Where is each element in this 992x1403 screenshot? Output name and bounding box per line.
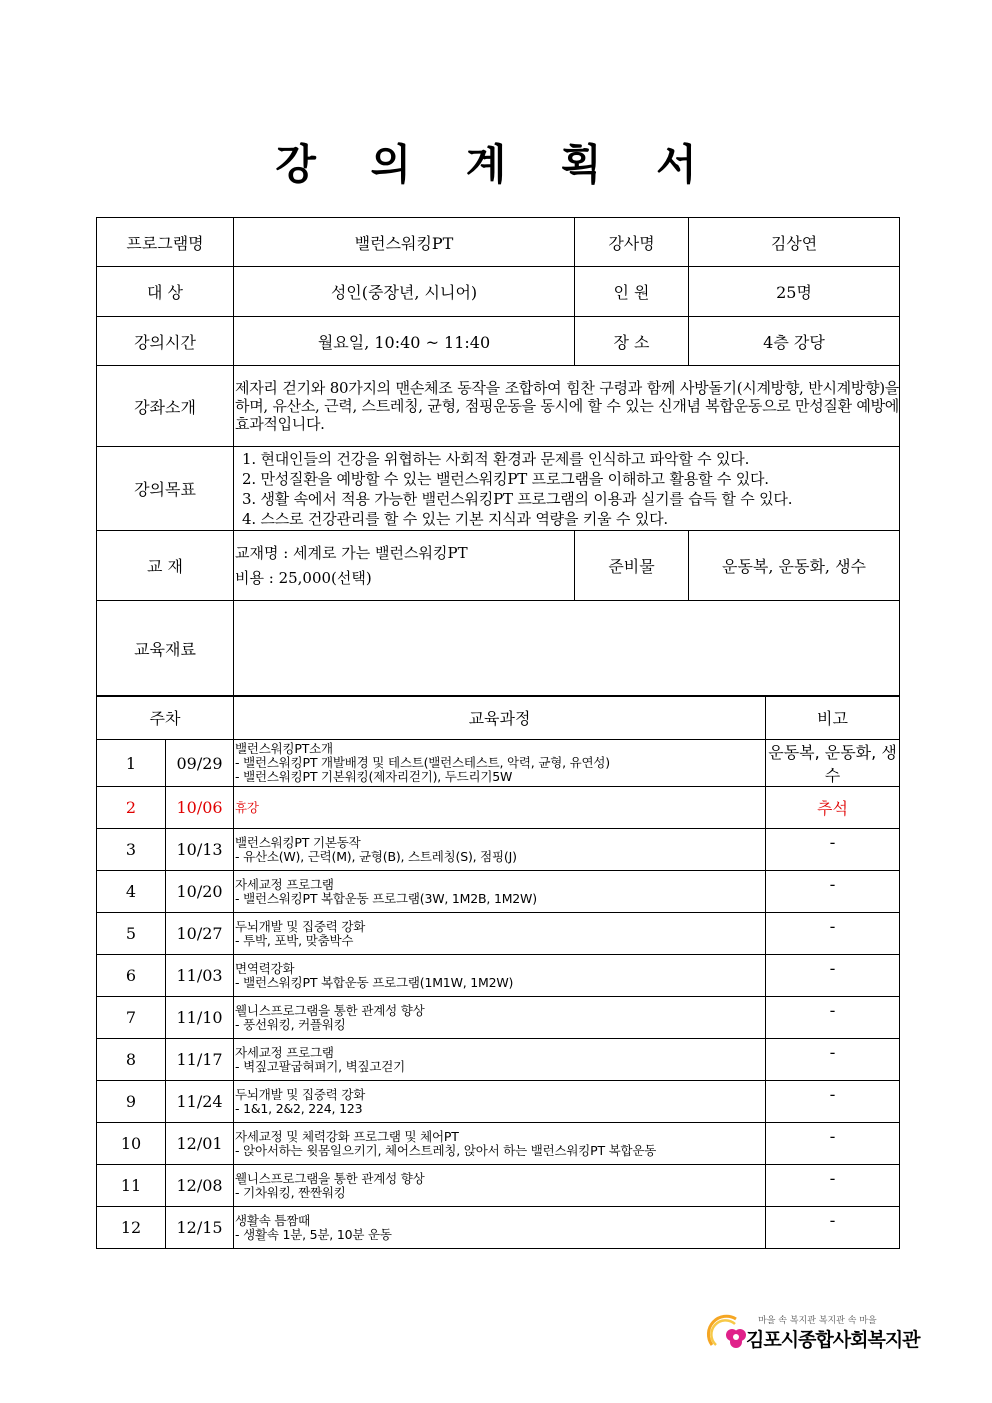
row-note: - (766, 1165, 900, 1207)
time-label: 강의시간 (97, 317, 234, 366)
schedule-row (97, 871, 900, 913)
schedule-row (97, 1039, 900, 1081)
course-content (234, 997, 766, 1039)
row-note: - (766, 913, 900, 955)
schedule-row (97, 740, 900, 787)
textbook-label: 교 재 (97, 531, 234, 601)
note-header: 비고 (766, 696, 900, 740)
schedule-row (97, 1207, 900, 1249)
course-content (234, 829, 766, 871)
session-date: 10/13 (166, 829, 234, 871)
course-detail: - 1&1, 2&2, 224, 123 (235, 1100, 363, 1116)
course-detail: - 풍선워킹, 커플워킹 (235, 1016, 346, 1032)
schedule-row (97, 997, 900, 1039)
course-content (234, 1039, 766, 1081)
headcount-value: 25명 (689, 267, 900, 317)
headcount-label: 인 원 (575, 267, 689, 317)
prep-label: 준비물 (575, 531, 689, 601)
course-title: 웰니스프로그램을 통한 관계성 향상 (235, 1170, 425, 1186)
course-detail: - 기차워킹, 짠짠워킹 (235, 1184, 346, 1200)
course-detail: - 밸런스워킹PT 복합운동 프로그램(1M1W, 1M2W) (235, 974, 514, 990)
week-number: 10 (97, 1123, 166, 1165)
textbook-info (234, 531, 575, 601)
week-number: 2 (97, 787, 166, 829)
prep-value: 운동복, 운동화, 생수 (689, 531, 900, 601)
session-date: 09/29 (166, 740, 234, 787)
place-label: 장 소 (575, 317, 689, 366)
row-note: - (766, 955, 900, 997)
intro-label: 강좌소개 (97, 366, 234, 447)
session-date: 11/17 (166, 1039, 234, 1081)
week-number: 9 (97, 1081, 166, 1123)
goal-item: 2. 만성질환을 예방할 수 있는 밸런스워킹PT 프로그램을 이해하고 활용할 수 있다. (242, 469, 769, 488)
course-title: 생활속 틈짬때 (235, 1212, 311, 1228)
course-content (234, 913, 766, 955)
week-number: 4 (97, 871, 166, 913)
page-title: 강 의 계 획 서 (275, 140, 717, 189)
course-content (234, 787, 766, 829)
time-value: 월요일, 10:40 ~ 11:40 (234, 317, 575, 366)
course-detail: - 앉아서하는 윗몸일으키기, 체어스트레칭, 앉아서 하는 밸런스워킹PT 복합운동 (235, 1142, 657, 1158)
course-detail: - 밸런스워킹PT 개발배경 및 테스트(밸런스테스트, 악력, 균형, 유연성) (235, 755, 610, 770)
week-number: 12 (97, 1207, 166, 1249)
schedule-row (97, 1123, 900, 1165)
row-note: - (766, 829, 900, 871)
course-content (234, 1123, 766, 1165)
schedule-row (97, 913, 900, 955)
course-detail: - 투박, 포박, 맞춤박수 (235, 932, 354, 948)
session-date: 12/15 (166, 1207, 234, 1249)
course-header: 교육과정 (234, 696, 766, 740)
week-header: 주차 (97, 696, 234, 740)
course-title: 밸런스워킹PT소개 (235, 741, 333, 756)
course-detail: - 벽짚고팔굽혀펴기, 벽짚고걷기 (235, 1058, 406, 1074)
row-note: - (766, 1207, 900, 1249)
course-detail: - 생활속 1분, 5분, 10분 운동 (235, 1226, 392, 1242)
goal-item: 4. 스스로 건강관리를 할 수 있는 기본 지식과 역량을 키울 수 있다. (242, 509, 668, 528)
schedule-table (96, 695, 900, 1249)
schedule-row (97, 787, 900, 829)
goal-item: 3. 생활 속에서 적용 가능한 밸런스워킹PT 프로그램의 이용과 실기를 습득 할 수 있다. (242, 489, 793, 508)
session-date: 11/24 (166, 1081, 234, 1123)
session-date: 11/03 (166, 955, 234, 997)
week-number: 3 (97, 829, 166, 871)
schedule-body (97, 740, 900, 1249)
session-date: 10/27 (166, 913, 234, 955)
course-detail: - 밸런스워킹PT 기본워킹(제자리걷기), 두드리기5W (235, 769, 513, 784)
week-number: 5 (97, 913, 166, 955)
program-label: 프로그램명 (97, 218, 234, 267)
row-note: 추석 (766, 787, 900, 829)
schedule-row (97, 955, 900, 997)
course-title: 웰니스프로그램을 통한 관계성 향상 (235, 1002, 425, 1018)
session-date: 11/10 (166, 997, 234, 1039)
course-title: 자세교정 프로그램 (235, 1044, 334, 1060)
textbook-name: 교재명 : 세계로 가는 밸런스워킹PT (235, 543, 468, 562)
schedule-row (97, 1081, 900, 1123)
goal-item: 1. 현대인들의 건강을 위협하는 사회적 환경과 문제를 인식하고 파악할 수 있다. (242, 449, 750, 468)
materials-value (234, 601, 900, 697)
schedule-row (97, 1165, 900, 1207)
course-detail: - 유산소(W), 근력(M), 균형(B), 스트레칭(S), 점핑(J) (235, 848, 517, 864)
target-label: 대 상 (97, 267, 234, 317)
instructor-label: 강사명 (575, 218, 689, 267)
session-date: 12/01 (166, 1123, 234, 1165)
session-date: 12/08 (166, 1165, 234, 1207)
course-title: 휴강 (235, 799, 259, 815)
week-number: 7 (97, 997, 166, 1039)
course-content (234, 871, 766, 913)
intro-text: 제자리 걷기와 80가지의 맨손체조 동작을 조합하여 힘찬 구령과 함께 사방돌기(시계방향, 반시계방향)을 하며, 유산소, 근력, 스트레칭, 균형, 점핑운동을 동시에 할 수 있는 신개념 복합운동으로 만성질환 예방에 효과적입니다. (234, 366, 900, 447)
goals-list (234, 447, 900, 531)
course-title: 두뇌개발 및 집중력 강화 (235, 1086, 366, 1102)
instructor-name: 김상연 (689, 218, 900, 267)
course-title: 자세교정 및 체력강화 프로그램 및 체어PT (235, 1128, 459, 1144)
course-content (234, 740, 766, 787)
textbook-cost: 비용 : 25,000(선택) (235, 568, 372, 587)
goals-label: 강의목표 (97, 447, 234, 531)
row-note: 운동복, 운동화, 생수 (766, 740, 900, 787)
course-content (234, 1165, 766, 1207)
session-date: 10/06 (166, 787, 234, 829)
place-value: 4층 강당 (689, 317, 900, 366)
org-slogan: 마을 속 복지관 복지관 속 마을 (758, 1316, 877, 1326)
course-content (234, 955, 766, 997)
week-number: 1 (97, 740, 166, 787)
course-title: 면역력강화 (235, 960, 295, 976)
row-note: - (766, 1123, 900, 1165)
row-note: - (766, 871, 900, 913)
week-number: 8 (97, 1039, 166, 1081)
course-detail: - 밸런스워킹PT 복합운동 프로그램(3W, 1M2B, 1M2W) (235, 890, 537, 906)
course-content (234, 1207, 766, 1249)
target-value: 성인(중장년, 시니어) (234, 267, 575, 317)
course-content (234, 1081, 766, 1123)
week-number: 11 (97, 1165, 166, 1207)
session-date: 10/20 (166, 871, 234, 913)
org-logo (706, 1311, 920, 1363)
row-note: - (766, 1039, 900, 1081)
course-title: 밸런스워킹PT 기본동작 (235, 834, 361, 850)
course-info-table (96, 217, 900, 697)
week-number: 6 (97, 955, 166, 997)
org-name: 김포시종합사회복지관 (746, 1329, 920, 1351)
materials-label: 교육재료 (97, 601, 234, 697)
course-title: 두뇌개발 및 집중력 강화 (235, 918, 366, 934)
row-note: - (766, 1081, 900, 1123)
row-note: - (766, 997, 900, 1039)
schedule-row (97, 829, 900, 871)
course-title: 자세교정 프로그램 (235, 876, 334, 892)
program-name: 밸런스워킹PT (234, 218, 575, 267)
